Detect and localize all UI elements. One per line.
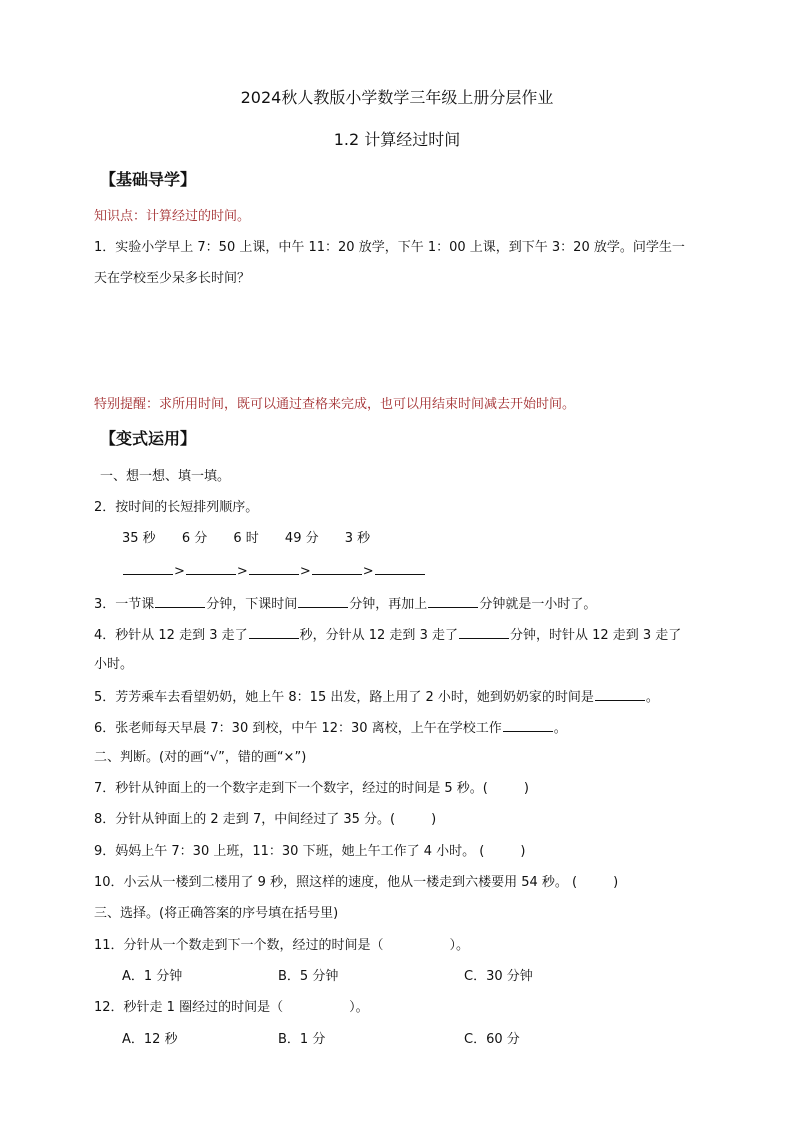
question-4-line2: 小时。 bbox=[94, 657, 134, 672]
q4-text: 秒，分针从 12 走到 3 走了 bbox=[299, 628, 458, 643]
answer-blank[interactable] bbox=[595, 686, 645, 701]
greater-than-sign: > bbox=[362, 564, 374, 579]
question-11 bbox=[94, 936, 469, 956]
q3-text: 3．一节课 bbox=[94, 597, 155, 612]
question-9 bbox=[94, 842, 525, 862]
knowledge-point: 知识点：计算经过的时间。 bbox=[94, 209, 251, 224]
q11-end: ）。 bbox=[449, 938, 470, 953]
q2-item: 3 秒 bbox=[344, 531, 371, 546]
q3-text: 分钟，下课时间 bbox=[206, 597, 298, 612]
question-7 bbox=[94, 779, 529, 799]
page-title: 2024秋人教版小学数学三年级上册分层作业 bbox=[240, 88, 554, 107]
answer-blank[interactable] bbox=[312, 560, 362, 575]
q10-text: 10．小云从一楼到二楼用了 9 秒，照这样的速度，他从一楼走到六楼要用 54 秒。 ( bbox=[94, 875, 578, 890]
q6-text: 6．张老师每天早晨 7：30 到校，中午 12：30 离校，上午在学校工作 bbox=[94, 721, 502, 736]
question-1-line1: 1．实验小学早上 7：50 上课，中午 11：20 放学，下午 1：00 上课，到下午 3：20 放学。问学生一 bbox=[94, 240, 685, 255]
answer-blank[interactable] bbox=[298, 593, 348, 608]
q12-text: 12．秒针走 1 圈经过的时间是（ bbox=[94, 1000, 284, 1015]
close-paren: ) bbox=[523, 781, 529, 796]
answer-blank[interactable] bbox=[459, 624, 509, 639]
q4-text: 分钟，时针从 12 走到 3 走了 bbox=[509, 628, 682, 643]
close-paren: ) bbox=[613, 875, 619, 890]
question-6 bbox=[94, 717, 567, 739]
answer-blank[interactable] bbox=[375, 560, 425, 575]
special-tip: 特别提醒：求所用时间，既可以通过查格来完成，也可以用结束时间减去开始时间。 bbox=[94, 397, 576, 412]
question-10 bbox=[94, 873, 618, 893]
answer-blank[interactable] bbox=[249, 624, 299, 639]
q4-text: 4．秒针从 12 走到 3 走了 bbox=[94, 628, 248, 643]
q5-text: 5．芳芳乘车去看望奶奶，她上午 8：15 出发，路上用了 2 小时，她到奶奶家的时间是 bbox=[94, 690, 594, 705]
answer-blank[interactable] bbox=[249, 560, 299, 575]
option-a[interactable]: A．12 秒 bbox=[122, 1032, 178, 1047]
q3-text: 分钟，再加上 bbox=[349, 597, 428, 612]
part-2-heading: 二、判断。(对的画“√”，错的画“×”) bbox=[94, 750, 307, 765]
question-8 bbox=[94, 810, 436, 830]
q12-end: ）。 bbox=[349, 1000, 369, 1015]
q8-text: 8．分针从钟面上的 2 走到 7，中间经过了 35 分。( bbox=[94, 812, 396, 827]
question-2-items bbox=[122, 529, 392, 549]
q9-text: 9．妈妈上午 7：30 上班，11：30 下班，她上午工作了 4 小时。 ( bbox=[94, 844, 485, 859]
option-c[interactable]: C．30 分钟 bbox=[464, 969, 533, 984]
option-b[interactable]: B．5 分钟 bbox=[278, 969, 339, 984]
q5-text: 。 bbox=[645, 690, 659, 705]
greater-than-sign: > bbox=[236, 564, 248, 579]
section-heading-basic: 【基础导学】 bbox=[100, 170, 197, 189]
q2-item: 6 分 bbox=[181, 531, 208, 546]
option-a[interactable]: A．1 分钟 bbox=[122, 969, 183, 984]
question-3 bbox=[94, 593, 596, 615]
lesson-subtitle: 1.2 计算经过时间 bbox=[333, 130, 461, 149]
q2-item: 49 分 bbox=[284, 531, 319, 546]
answer-blank[interactable] bbox=[155, 593, 205, 608]
question-12-options bbox=[122, 1030, 520, 1050]
question-12 bbox=[94, 998, 369, 1018]
section-heading-practice: 【变式运用】 bbox=[100, 429, 197, 448]
answer-blank[interactable] bbox=[186, 560, 236, 575]
question-4-line1 bbox=[94, 624, 681, 646]
option-c[interactable]: C．60 分 bbox=[464, 1032, 520, 1047]
question-5 bbox=[94, 686, 659, 708]
answer-blank[interactable] bbox=[503, 717, 553, 732]
question-1-line2: 天在学校至少呆多长时间？ bbox=[94, 271, 251, 286]
q6-text: 。 bbox=[553, 721, 567, 736]
greater-than-sign: > bbox=[299, 564, 311, 579]
option-b[interactable]: B．1 分 bbox=[278, 1032, 326, 1047]
q11-text: 11．分针从一个数走到下一个数，经过的时间是（ bbox=[94, 938, 384, 953]
part-1-heading: 一、想一想、填一填。 bbox=[100, 469, 231, 484]
greater-than-sign: > bbox=[174, 564, 185, 579]
answer-blank[interactable] bbox=[123, 560, 173, 575]
close-paren: ) bbox=[431, 812, 437, 827]
close-paren: ) bbox=[520, 844, 526, 859]
question-2: 2．按时间的长短排列顺序。 bbox=[94, 500, 259, 515]
part-3-heading: 三、选择。(将正确答案的序号填在括号里) bbox=[94, 906, 339, 921]
q2-item: 6 时 bbox=[233, 531, 259, 546]
question-2-order-row bbox=[122, 560, 426, 582]
question-11-options bbox=[122, 967, 533, 987]
q2-item: 35 秒 bbox=[122, 531, 156, 546]
q7-text: 7．秒针从钟面上的一个数字走到下一个数字，经过的时间是 5 秒。( bbox=[94, 781, 488, 796]
q3-text: 分钟就是一小时了。 bbox=[479, 597, 597, 612]
answer-blank[interactable] bbox=[428, 593, 478, 608]
